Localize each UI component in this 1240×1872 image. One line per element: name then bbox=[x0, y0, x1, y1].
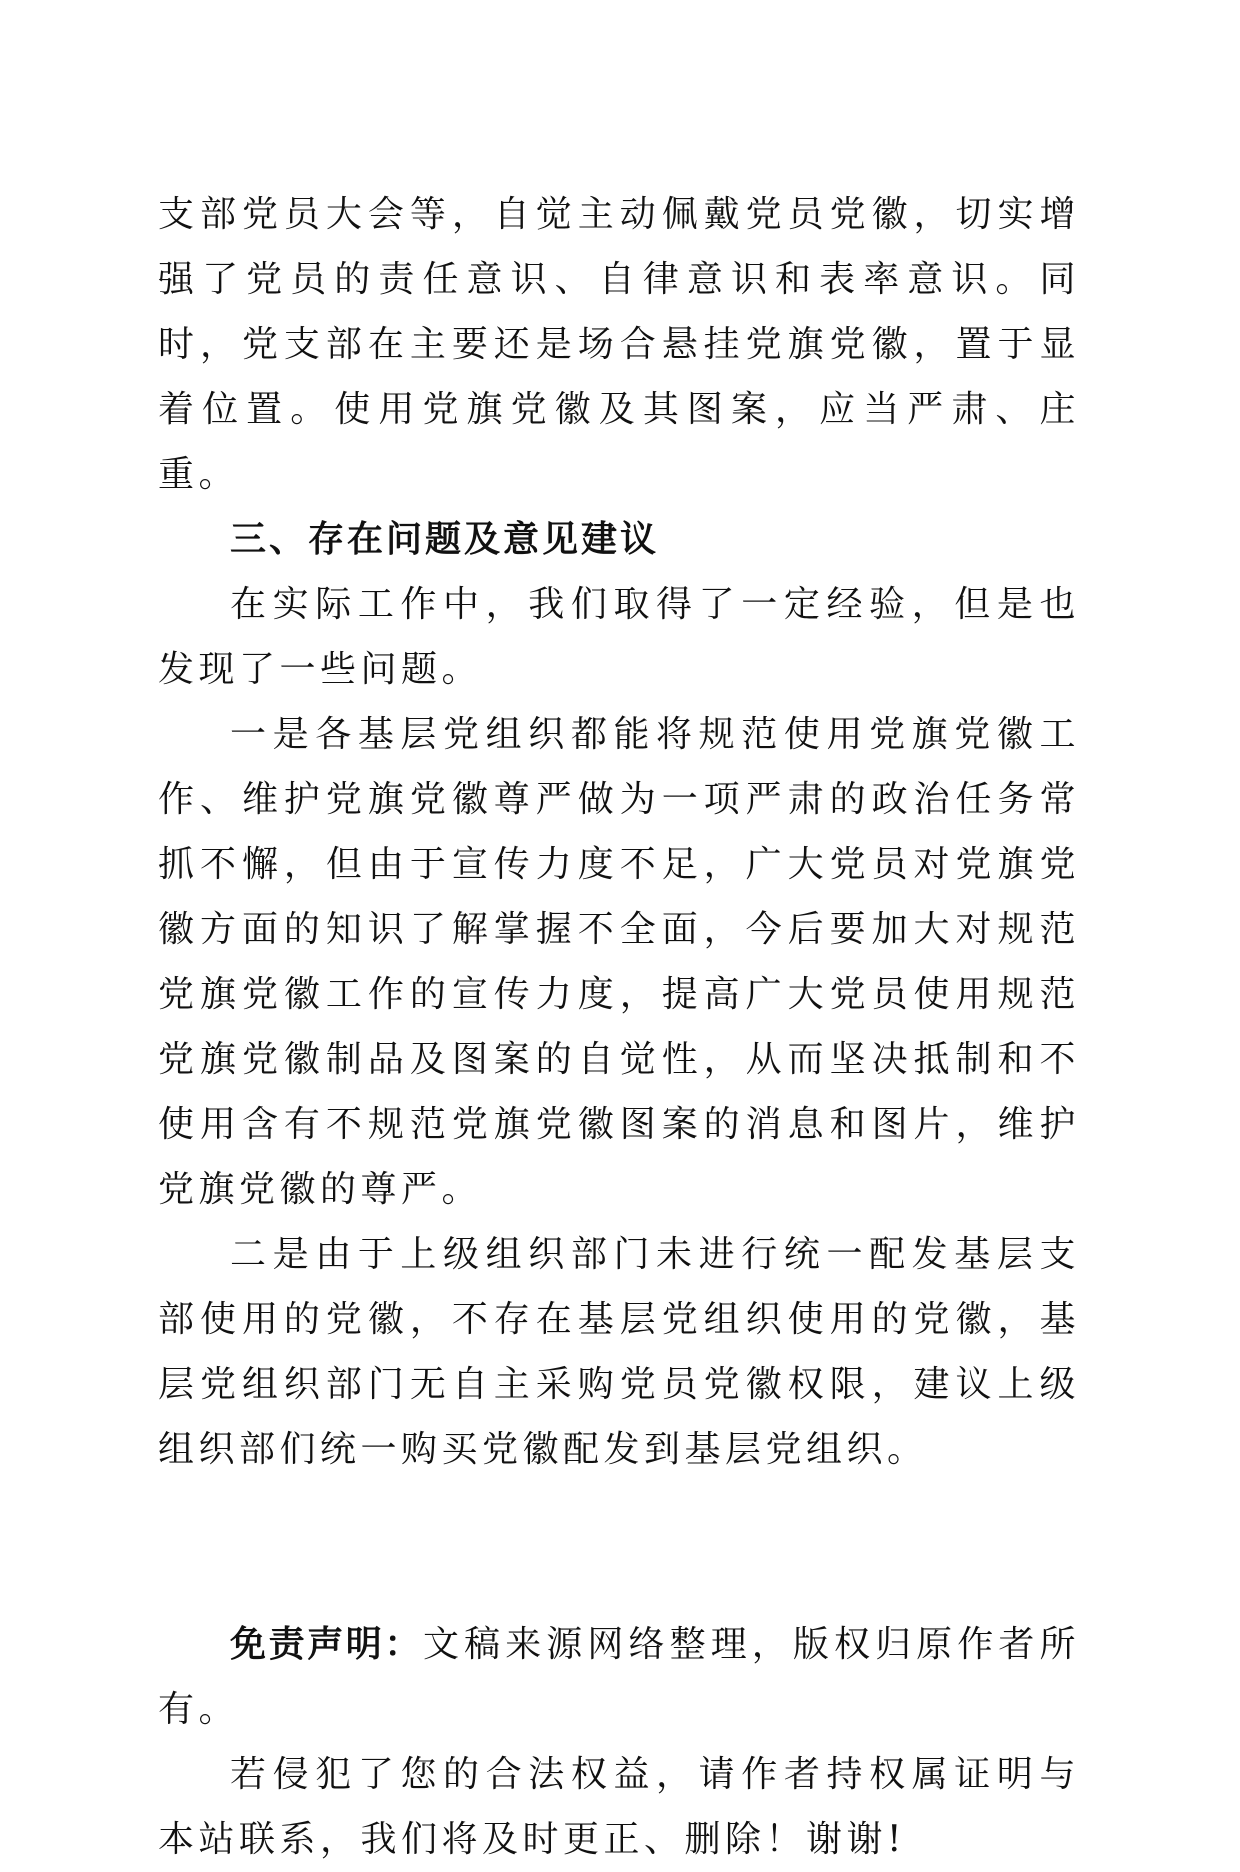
section-spacer bbox=[158, 1482, 1080, 1612]
disclaimer-line bbox=[158, 1612, 1080, 1742]
paragraph-point-two: 二是由于上级组织部门未进行统一配发基层支部使用的党徽，不存在基层党组织使用的党徽，基层党组织部门无自主采购党员党徽权限，建议上级组织部们统一购买党徽配发到基层党组织。 bbox=[158, 1234, 1080, 1470]
document-body bbox=[158, 182, 1080, 1872]
paragraph-continuation: 支部党员大会等，自觉主动佩戴党员党徽，切实增强了党员的责任意识、自律意识和表率意识。同时，党支部在主要还是场合悬挂党旗党徽，置于显着位置。使用党旗党徽及其图案，应当严肃、庄重。 bbox=[158, 194, 1080, 495]
paragraph-point-one: 一是各基层党组织都能将规范使用党旗党徽工作、维护党旗党徽尊严做为一项严肃的政治任务常抓不懈，但由于宣传力度不足，广大党员对党旗党徽方面的知识了解掌握不全面，今后要加大对规范党旗党徽工作的宣传力度，提高广大党员使用规范党旗党徽制品及图案的自觉性，从而坚决抵制和不使用含有不规范党旗党徽图案的消息和图片，维护党旗党徽的尊严。 bbox=[158, 714, 1080, 1210]
disclaimer-text: 文稿来源网络整理，版权归原作者所有。 bbox=[158, 1624, 1080, 1730]
section-heading: 三、存在问题及意见建议 bbox=[230, 519, 660, 560]
paragraph-intro: 在实际工作中，我们取得了一定经验，但是也发现了一些问题。 bbox=[158, 584, 1080, 690]
disclaimer-label: 免责声明： bbox=[230, 1624, 423, 1665]
disclaimer-notice: 若侵犯了您的合法权益，请作者持权属证明与本站联系，我们将及时更正、删除！谢谢! bbox=[158, 1754, 1080, 1860]
